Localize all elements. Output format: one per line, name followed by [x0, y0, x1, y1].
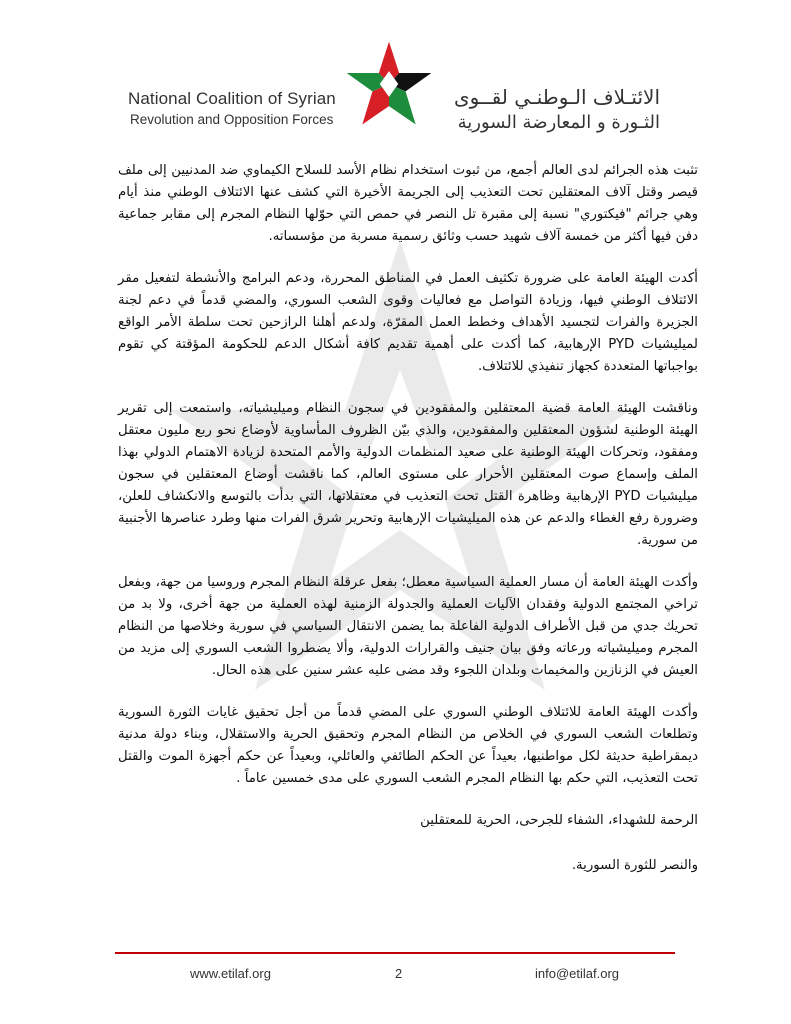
footer-website-link[interactable]: www.etilaf.org [190, 966, 271, 981]
closing-line: الرحمة للشهداء، الشفاء للجرحى، الحرية للمعتقلين [420, 813, 698, 828]
paragraph: وأكدت الهيئة العامة للائتلاف الوطني السوري على المضي قدماً من أجل تحقيق غايات الثورة السورية وتطلعات الشعب السوري في الخلاص من النظام المجرم وتحقيق الحرية والاستقلال، وبناء دولة مدنية ديمقراطية حديثة لكل مواطنيها، بعيداً عن الحكم الطائفي والعائلي، وبعيداً عن حكم أجهزة الموت والقتل تحت التعذيب، التي حكم بها النظام المجرم الشعب السوري على مدى خمسين عاماً . [118, 705, 698, 786]
letterhead [0, 0, 791, 150]
arabic-org-name-line1: الائتـلاف الـوطنـي لقــوى [453, 85, 660, 109]
arabic-org-name [430, 84, 660, 136]
closing-line: والنصر للثورة السورية. [571, 858, 698, 873]
coalition-star-logo-icon [343, 38, 435, 130]
footer-divider [115, 952, 675, 954]
english-org-name [128, 88, 358, 130]
paragraph: وناقشت الهيئة العامة قضية المعتقلين والمفقودين في سجون النظام وميليشياته، واستمعت إلى تقرير الهيئة الوطنية لشؤون المعتقلين والمفقودين، والذي بيّن الظروف المأساوية لأوضاع نحو ربع مليون معتقل ومفقود، وتحركات الهيئة الوطنية على صعيد المنظمات الدولية والأمم المتحدة لزيادة الاهتمام الدولي بهذا الملف وإسماع صوت المعتقلين الأحرار على مستوى العالم، كما ناقشت أوضاع المعتقلين في سجون ميليشيات PYD الإرهابية وظاهرة القتل تحت التعذيب في معتقلاتها، التي بدأت بالتوسع والانكشاف للعلن، وضرورة رفع الغطاء والدعم عن هذه الميليشيات الإرهابية وتحرير شرق الفرات منها وطرد عناصرها الأجنبية من سورية. [118, 401, 698, 548]
arabic-org-name-line2: الثـورة و المعارضة السورية [457, 112, 660, 133]
footer-email-link[interactable]: info@etilaf.org [535, 966, 620, 981]
paragraph: وأكدت الهيئة العامة أن مسار العملية السياسية معطل؛ بفعل عرقلة النظام المجرم وروسيا من جهة، وبفعل تراخي المجتمع الدولية وفقدان الآليات العملية والجدولة الزمنية لهذه العملية من جهة أخرى، ولا بد من تحريك جدي من قبل الأطراف الدولية الفاعلة بما يضمن الانتقال السياسي في سورية وخلاصها من النظام المجرم وميليشياته ورعاته وفق بيان جنيف والقرارات الدولية، وألا يضطروا الشعب السوري إلى مزيد من العيش في الزنازين والمخيمات وبلدان اللجوء وقد مضى عليه عشر سنين على هذه الحال. [118, 575, 698, 678]
english-org-name-line1: National Coalition of Syrian [128, 89, 336, 108]
paragraph: تثبت هذه الجرائم لدى العالم أجمع، من ثبوت استخدام نظام الأسد للسلاح الكيماوي ضد المدنيين إلى ملف قيصر وقتل آلاف المعتقلين تحت التعذيب إلى الجريمة الأخيرة التي كشف عنها الائتلاف الوطني منذ أيام وهي جرائم "فيكتوري" نسبة إلى مقبرة تل النصر في حمص التي حوّلها النظام المجرم إلى مقابر جماعية دفن فيها أكثر من خمسة آلاف شهيد حسب وثائق رسمية مسربة من مؤسساته. [118, 163, 698, 244]
english-org-name-line2: Revolution and Opposition Forces [130, 112, 334, 127]
document-body [118, 160, 698, 900]
page-number: 2 [395, 966, 403, 981]
paragraph: أكدت الهيئة العامة على ضرورة تكثيف العمل في المناطق المحررة، ودعم البرامج والأنشطة لتفعيل مقر الائتلاف الوطني فيها، وزيادة التواصل مع فعاليات وقوى الشعب السوري، والمضي قدماً في دعم لجنة الجزيرة والفرات لتجسيد الأهداف وخطط العمل المقرّة، ولدعم أهلنا الرازحين تحت سلطة الأمر الواقع لميليشيات PYD الإرهابية، كما أكدت على أهمية تقديم كافة أشكال الدعم للحكومة المؤقتة كي تقوم بواجباتها المتعددة كجهاز تنفيذي للائتلاف. [118, 271, 698, 374]
